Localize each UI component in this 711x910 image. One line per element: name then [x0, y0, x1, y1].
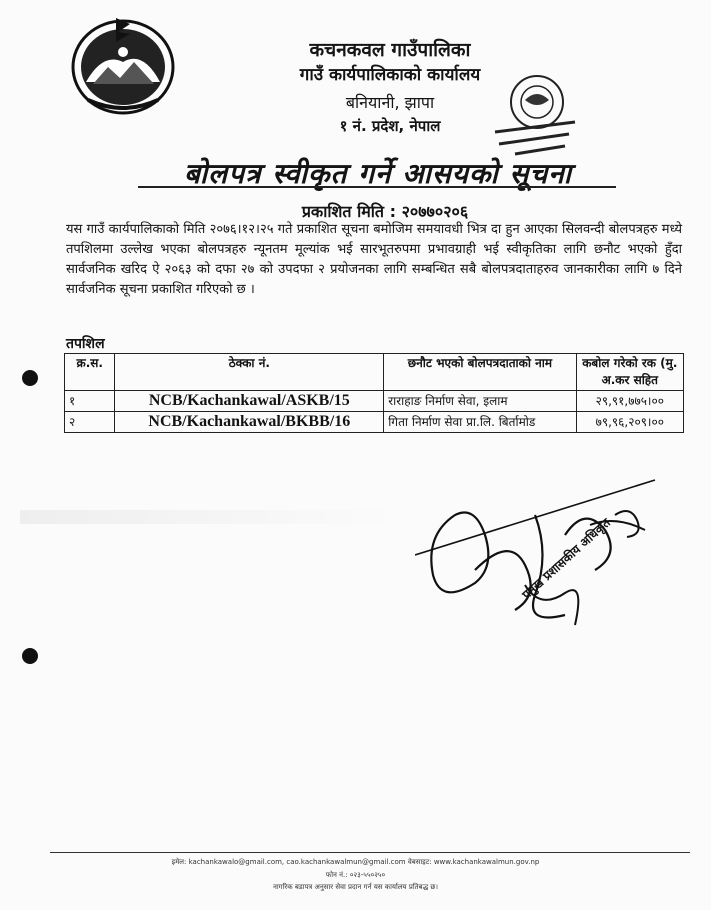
col-contract-no: ठेक्का नं. [115, 354, 384, 391]
row-bidder: गिता निर्माण सेवा प्रा.लि. बिर्तामोड [384, 412, 576, 433]
office-subtitle: गाउँ कार्यपालिकाको कार्यालय [299, 65, 481, 85]
office-province: १ नं. प्रदेश, नेपाल [339, 117, 441, 135]
row-serial: २ [65, 412, 115, 433]
col-bidder: छनौट भएको बोलपत्रदाताको नाम [384, 354, 576, 391]
notice-body: यस गाउँ कार्यपालिकाको मिति २०७६।१२।२५ गते प्रकाशित सूचना बमोजिम समयावधी भित्र दा हुन आएका सिलवन्दी बोलपत्रहरु मध्ये तपशिलमा उल्लेख भएका बोलपत्रहरु न्यूनतम मूल्यांक भई सारभूतरुपमा प्रभावग्राही भई स्वीकृतिका लागि छनौट भएको हुँदा सार्वजनिक खरिद ऐ २०६३ को दफा २७ को उपदफा २ प्रयोजनका लागि सम्बन्धित सबै बोलपत्रदाताहरुव जानकारीका लागि ७ दिने सार्वजनिक सूचना प्रकाशित गरिएको छ । [66, 222, 682, 297]
punch-hole-top [22, 370, 38, 386]
footer-phone: फोन नं.: ०२३-५५०२५० [325, 871, 386, 879]
title-underline [138, 186, 616, 188]
scan-smudge [20, 510, 400, 524]
col-serial: क्र.स. [65, 354, 115, 391]
office-location: बनियानी, झापा [345, 93, 435, 112]
nepal-emblem-icon [68, 12, 178, 117]
footer-contact: इमेल: kachankawalo@gmail.com, cao.kachankawalmun@gmail.com वेबसाइट: www.kachankawalmun.gov.np [171, 858, 540, 866]
details-heading: तपशिल [66, 336, 105, 352]
notice-title: बोलपत्र स्वीकृत गर्ने आसयको सूचना [183, 157, 573, 190]
row-bidder: राराहाङ निर्माण सेवा, इलाम [384, 391, 576, 412]
signatory-title: प्रमुख प्रशासकीय अधिकृत [519, 515, 613, 602]
office-name: कचनकवल गाउँपालिका [309, 39, 471, 61]
office-stamp-icon [485, 70, 585, 160]
table-header-row [65, 354, 684, 391]
bid-table [64, 353, 684, 433]
published-date: प्रकाशित मिति : २०७७०२०६ [301, 202, 469, 221]
table-row [65, 391, 684, 412]
table-row [65, 412, 684, 433]
row-serial: १ [65, 391, 115, 412]
row-amount: २९,९१,७७५।०० [576, 391, 683, 412]
row-amount: ७९,९६,२०९।०० [576, 412, 683, 433]
footer-divider [50, 852, 690, 853]
row-contract: NCB/Kachankawal/BKBB/16 [115, 412, 384, 433]
row-contract: NCB/Kachankawal/ASKB/15 [115, 391, 384, 412]
footer-note: नागरिक बडापत्र अनुसार सेवा प्रदान गर्न यस कार्यालय प्रतिबद्ध छ। [272, 883, 438, 891]
col-amount: कबोल गरेको रक (मु. अ.कर सहित [576, 354, 683, 391]
punch-hole-bottom [22, 648, 38, 664]
